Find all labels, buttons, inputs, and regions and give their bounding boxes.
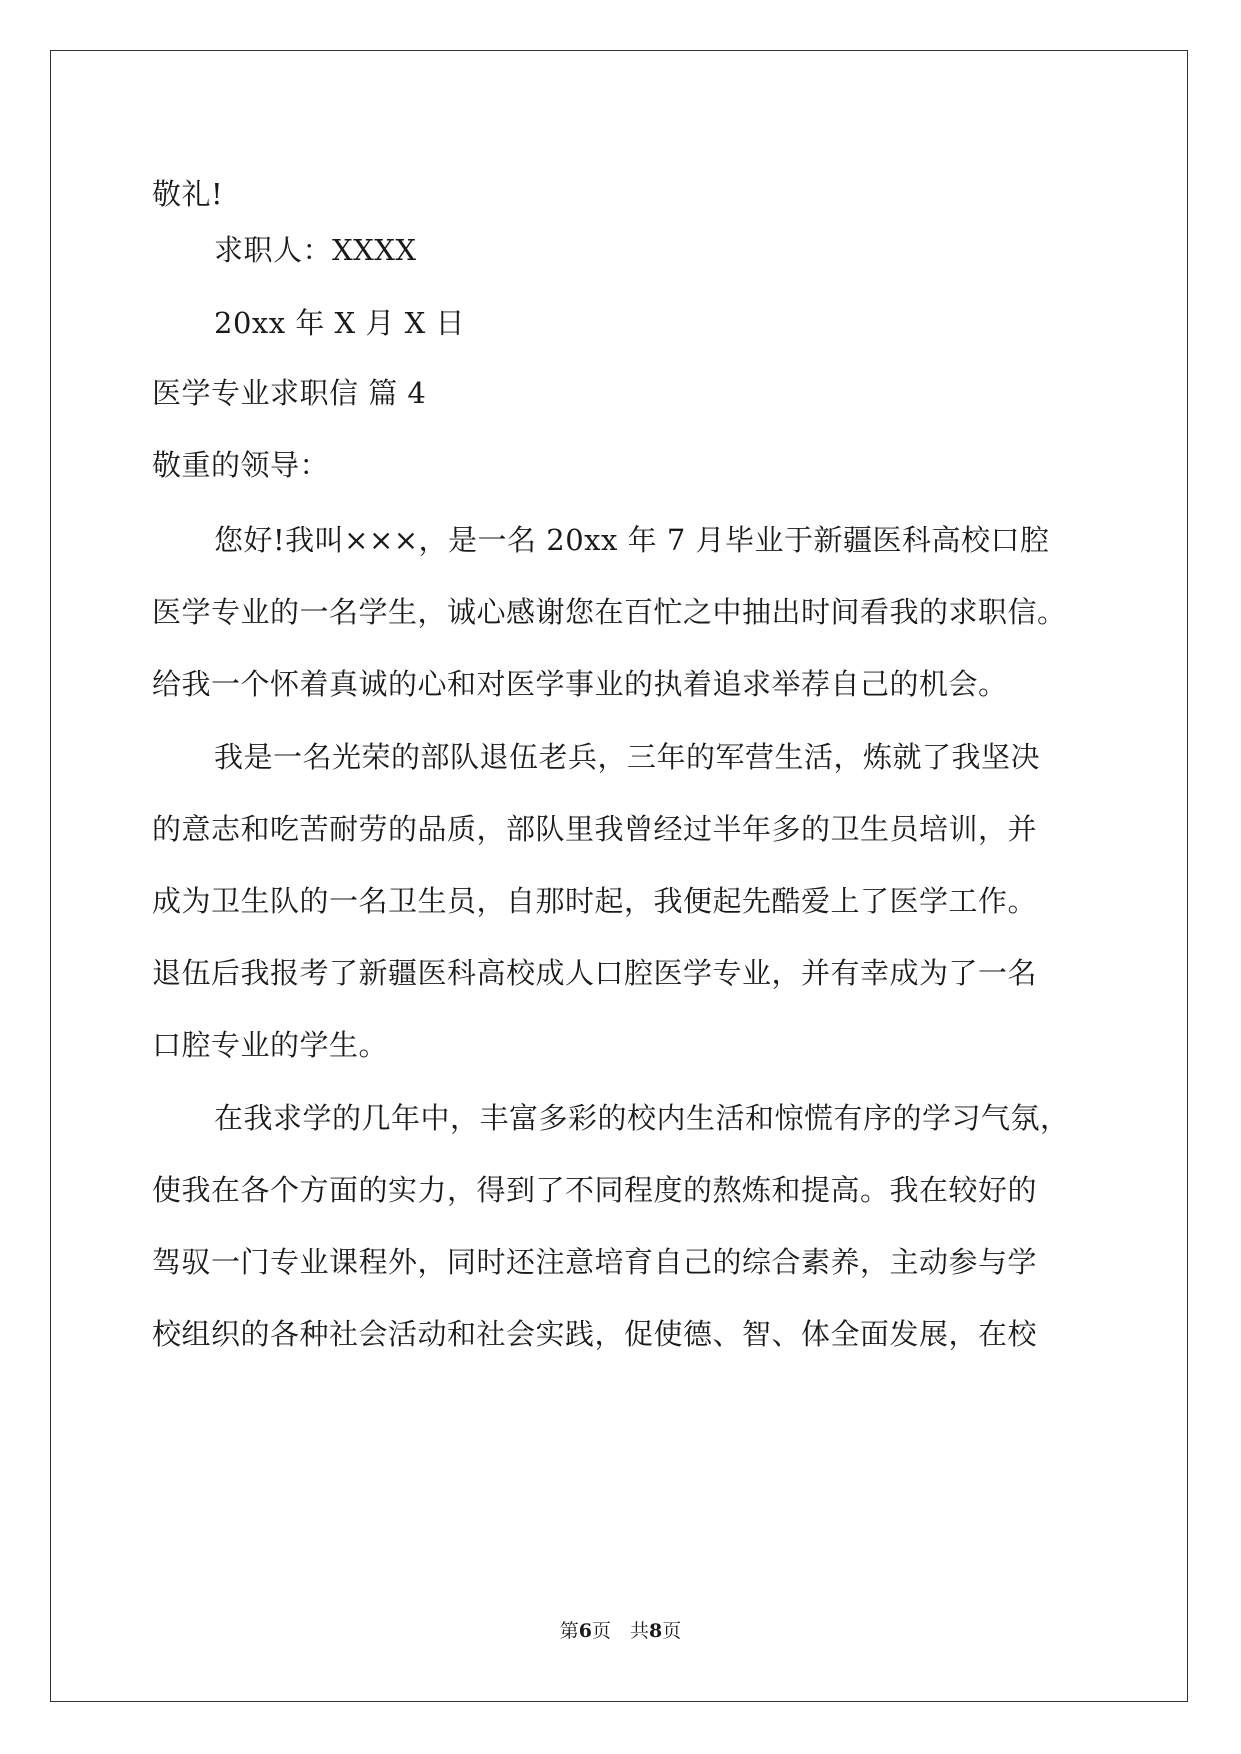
page-footer bbox=[0, 1619, 1241, 1643]
page-prefix: 第 bbox=[559, 1620, 579, 1642]
paragraph-line: 给我一个怀着真诚的心和对医学事业的执着追求举荐自己的机会。 bbox=[152, 667, 1008, 701]
paragraph-line: 使我在各个方面的实力，得到了不同程度的熬炼和提高。我在较好的 bbox=[152, 1173, 1038, 1207]
greeting: 敬重的领导： bbox=[152, 448, 330, 482]
paragraph-line: 口腔专业的学生。 bbox=[152, 1028, 389, 1062]
paragraph-line: 的意志和吃苦耐劳的品质，部队里我曾经过半年多的卫生员培训，并 bbox=[152, 812, 1038, 846]
closing-salutation: 敬礼! bbox=[152, 177, 224, 211]
paragraph-line: 驾驭一门专业课程外，同时还注意培育自己的综合素养，主动参与学 bbox=[152, 1245, 1038, 1279]
applicant-signature: 求职人：XXXX bbox=[214, 233, 417, 267]
page-border bbox=[50, 50, 1188, 1702]
paragraph-line: 退伍后我报考了新疆医科高校成人口腔医学专业，并有幸成为了一名 bbox=[152, 956, 1038, 990]
current-page-number: 6 bbox=[578, 1620, 592, 1642]
page-suffix: 页 bbox=[662, 1620, 682, 1642]
page-mid-text: 页 共 bbox=[591, 1620, 649, 1642]
paragraph-line: 校组织的各种社会活动和社会实践，促使德、智、体全面发展，在校 bbox=[152, 1317, 1038, 1351]
letter-date: 20xx 年 X 月 X 日 bbox=[214, 306, 465, 340]
section-heading: 医学专业求职信 篇 4 bbox=[152, 376, 427, 410]
paragraph-line: 成为卫生队的一名卫生员，自那时起，我便起先酷爱上了医学工作。 bbox=[152, 884, 1038, 918]
paragraph-line: 医学专业的一名学生，诚心感谢您在百忙之中抽出时间看我的求职信。 bbox=[152, 595, 1067, 629]
paragraph-line: 您好!我叫×××，是一名 20xx 年 7 月毕业于新疆医科高校口腔 bbox=[214, 523, 1050, 557]
paragraph-line: 我是一名光荣的部队退伍老兵，三年的军营生活，炼就了我坚决 bbox=[214, 740, 1041, 774]
total-pages-number: 8 bbox=[649, 1620, 663, 1642]
paragraph-line: 在我求学的几年中，丰富多彩的校内生活和惊慌有序的学习气氛， bbox=[214, 1101, 1070, 1135]
